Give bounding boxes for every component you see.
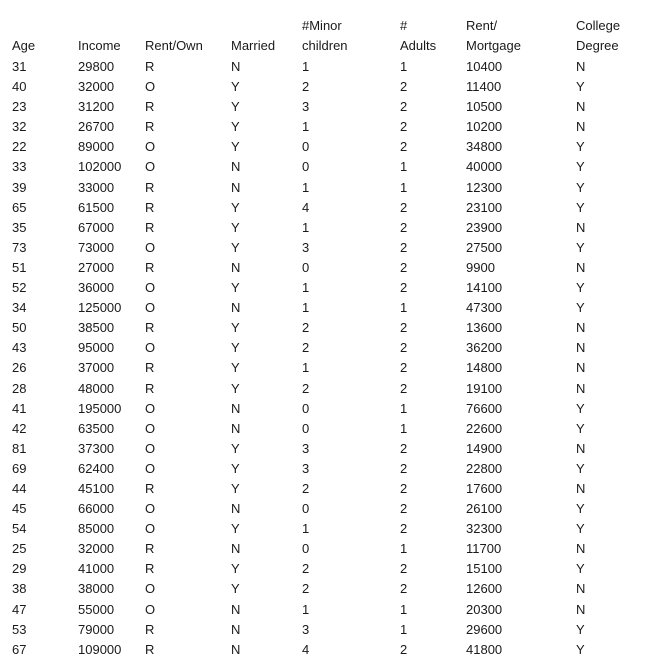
cell-married: Y — [231, 521, 240, 537]
cell-college-degree: Y — [576, 641, 585, 657]
cell-married: Y — [231, 380, 240, 396]
cell-rent-mortgage: 29600 — [466, 621, 503, 637]
cell-adults: 1 — [400, 400, 408, 416]
table-header — [0, 16, 671, 56]
table-row — [0, 258, 671, 278]
column-header-rent-own — [145, 16, 203, 56]
cell-college-degree: Y — [576, 621, 585, 637]
table-row — [0, 198, 671, 218]
cell-age: 65 — [12, 199, 27, 215]
table-row — [0, 379, 671, 399]
column-header-income — [78, 16, 121, 56]
cell-college-degree: N — [576, 360, 586, 376]
cell-adults: 2 — [400, 641, 408, 657]
cell-adults: 1 — [400, 300, 408, 316]
cell-minor-children: 4 — [302, 199, 310, 215]
cell-rent-mortgage: 10400 — [466, 59, 503, 74]
cell-married: Y — [231, 139, 240, 155]
cell-rent-own: O — [145, 280, 156, 296]
cell-age: 45 — [12, 501, 27, 517]
cell-income: 26700 — [78, 119, 115, 135]
cell-married: Y — [231, 280, 240, 296]
column-header-line1 — [145, 16, 203, 36]
cell-minor-children: 1 — [302, 119, 310, 135]
cell-married: Y — [231, 440, 240, 456]
cell-income: 33000 — [78, 179, 115, 195]
cell-college-degree: Y — [576, 460, 585, 476]
cell-age: 29 — [12, 561, 27, 577]
cell-married: Y — [231, 199, 240, 215]
cell-income: 48000 — [78, 380, 115, 396]
cell-college-degree: Y — [576, 239, 585, 255]
cell-age: 44 — [12, 480, 27, 496]
cell-minor-children: 2 — [302, 561, 310, 577]
cell-minor-children: 0 — [302, 139, 310, 155]
cell-college-degree: N — [576, 440, 586, 456]
cell-minor-children: 0 — [302, 259, 310, 275]
cell-minor-children: 0 — [302, 541, 310, 557]
cell-married: Y — [231, 119, 240, 135]
cell-income: 55000 — [78, 601, 115, 617]
cell-married: N — [231, 501, 241, 517]
cell-income: 41000 — [78, 561, 115, 577]
cell-rent-own: O — [145, 601, 156, 617]
cell-income: 102000 — [78, 159, 122, 175]
cell-minor-children: 1 — [302, 521, 310, 537]
cell-age: 42 — [12, 420, 27, 436]
cell-rent-own: R — [145, 259, 155, 275]
cell-adults: 2 — [400, 99, 408, 115]
cell-age: 26 — [12, 360, 27, 376]
cell-college-degree: Y — [576, 199, 585, 215]
cell-minor-children: 0 — [302, 400, 310, 416]
cell-minor-children: 1 — [302, 219, 310, 235]
cell-married: Y — [231, 219, 240, 235]
cell-married: N — [231, 621, 241, 637]
cell-rent-mortgage: 13600 — [466, 320, 503, 336]
cell-rent-own: R — [145, 480, 155, 496]
cell-adults: 2 — [400, 139, 408, 155]
cell-adults: 1 — [400, 59, 408, 74]
cell-age: 73 — [12, 239, 27, 255]
cell-minor-children: 1 — [302, 300, 310, 316]
cell-income: 73000 — [78, 239, 115, 255]
cell-minor-children: 3 — [302, 239, 310, 255]
cell-married: Y — [231, 320, 240, 336]
cell-married: Y — [231, 460, 240, 476]
cell-minor-children: 2 — [302, 380, 310, 396]
cell-age: 50 — [12, 320, 27, 336]
cell-college-degree: Y — [576, 79, 585, 95]
cell-rent-own: O — [145, 460, 156, 476]
cell-adults: 1 — [400, 621, 408, 637]
column-header-married — [231, 16, 275, 56]
cell-minor-children: 1 — [302, 360, 310, 376]
cell-adults: 2 — [400, 440, 408, 456]
table-row — [0, 399, 671, 419]
cell-college-degree: N — [576, 380, 586, 396]
column-header-minor-children — [302, 16, 348, 56]
cell-minor-children: 1 — [302, 59, 310, 74]
cell-adults: 2 — [400, 380, 408, 396]
cell-rent-own: O — [145, 440, 156, 456]
cell-income: 32000 — [78, 541, 115, 557]
table-row — [0, 97, 671, 117]
cell-married: Y — [231, 561, 240, 577]
cell-rent-mortgage: 14100 — [466, 280, 503, 296]
cell-rent-mortgage: 36200 — [466, 340, 503, 356]
cell-college-degree: N — [576, 581, 586, 597]
table-row — [0, 439, 671, 459]
column-header-rent-mortgage — [466, 16, 521, 56]
cell-adults: 2 — [400, 521, 408, 537]
table-row — [0, 358, 671, 378]
cell-age: 43 — [12, 340, 27, 356]
cell-rent-mortgage: 9900 — [466, 259, 495, 275]
cell-college-degree: Y — [576, 179, 585, 195]
cell-rent-own: R — [145, 199, 155, 215]
cell-adults: 2 — [400, 219, 408, 235]
cell-minor-children: 2 — [302, 79, 310, 95]
table-row — [0, 137, 671, 157]
cell-minor-children: 0 — [302, 501, 310, 517]
cell-adults: 2 — [400, 360, 408, 376]
table-row — [0, 117, 671, 137]
table-row — [0, 57, 671, 77]
table-row — [0, 238, 671, 258]
cell-adults: 1 — [400, 179, 408, 195]
table-row — [0, 499, 671, 519]
cell-married: N — [231, 400, 241, 416]
cell-rent-mortgage: 12600 — [466, 581, 503, 597]
cell-age: 34 — [12, 300, 27, 316]
cell-age: 52 — [12, 280, 27, 296]
cell-income: 89000 — [78, 139, 115, 155]
table-row — [0, 318, 671, 338]
cell-age: 32 — [12, 119, 27, 135]
cell-age: 53 — [12, 621, 27, 637]
cell-rent-own: O — [145, 300, 156, 316]
cell-adults: 2 — [400, 199, 408, 215]
cell-rent-own: R — [145, 621, 155, 637]
cell-adults: 2 — [400, 581, 408, 597]
table-row — [0, 640, 671, 660]
cell-minor-children: 0 — [302, 159, 310, 175]
column-header-line1: College — [576, 18, 621, 33]
cell-rent-mortgage: 23100 — [466, 199, 503, 215]
column-header-line2: Married — [231, 38, 276, 53]
cell-age: 33 — [12, 159, 27, 175]
cell-married: Y — [231, 581, 240, 597]
cell-rent-mortgage: 14900 — [466, 440, 503, 456]
cell-minor-children: 2 — [302, 480, 310, 496]
table-row — [0, 278, 671, 298]
cell-married: N — [231, 601, 241, 617]
table-row — [0, 218, 671, 238]
cell-adults: 2 — [400, 320, 408, 336]
cell-adults: 2 — [400, 119, 408, 135]
cell-minor-children: 3 — [302, 621, 310, 637]
cell-age: 54 — [12, 521, 27, 537]
cell-rent-own: R — [145, 119, 155, 135]
table-row — [0, 157, 671, 177]
cell-rent-mortgage: 14800 — [466, 360, 503, 376]
cell-income: 95000 — [78, 340, 115, 356]
cell-adults: 1 — [400, 541, 408, 557]
cell-married: N — [231, 420, 241, 436]
cell-income: 109000 — [78, 641, 122, 657]
cell-rent-own: O — [145, 340, 156, 356]
table-row — [0, 579, 671, 599]
cell-college-degree: N — [576, 99, 586, 115]
cell-minor-children: 0 — [302, 420, 310, 436]
cell-rent-own: R — [145, 641, 155, 657]
column-header-line1 — [231, 16, 275, 36]
cell-rent-own: O — [145, 79, 156, 95]
cell-college-degree: N — [576, 340, 586, 356]
cell-college-degree: Y — [576, 420, 585, 436]
cell-income: 38000 — [78, 581, 115, 597]
cell-rent-own: O — [145, 501, 156, 517]
cell-age: 40 — [12, 79, 27, 95]
cell-income: 36000 — [78, 280, 115, 296]
cell-minor-children: 1 — [302, 280, 310, 296]
cell-married: N — [231, 59, 241, 74]
cell-college-degree: Y — [576, 300, 585, 316]
column-header-line2: Rent/Own — [145, 38, 203, 53]
cell-college-degree: N — [576, 219, 586, 235]
column-header-line1: Rent/ — [466, 18, 498, 33]
cell-rent-own: O — [145, 521, 156, 537]
cell-rent-mortgage: 15100 — [466, 561, 503, 577]
column-header-college-degree — [576, 16, 620, 56]
cell-rent-own: O — [145, 581, 156, 597]
cell-adults: 2 — [400, 239, 408, 255]
cell-income: 67000 — [78, 219, 115, 235]
cell-rent-own: O — [145, 400, 156, 416]
column-header-age — [12, 16, 35, 56]
cell-married: Y — [231, 340, 240, 356]
table-body — [0, 57, 671, 660]
cell-rent-mortgage: 10500 — [466, 99, 503, 115]
cell-minor-children: 2 — [302, 340, 310, 356]
cell-rent-own: O — [145, 420, 156, 436]
table-row — [0, 479, 671, 499]
cell-minor-children: 1 — [302, 179, 310, 195]
cell-college-degree: N — [576, 259, 586, 275]
cell-college-degree: N — [576, 320, 586, 336]
cell-income: 125000 — [78, 300, 122, 316]
cell-rent-own: R — [145, 179, 155, 195]
cell-income: 63500 — [78, 420, 115, 436]
cell-married: Y — [231, 480, 240, 496]
cell-college-degree: N — [576, 541, 586, 557]
cell-age: 38 — [12, 581, 27, 597]
cell-rent-own: O — [145, 239, 156, 255]
cell-rent-own: O — [145, 139, 156, 155]
cell-adults: 2 — [400, 280, 408, 296]
cell-adults: 2 — [400, 501, 408, 517]
cell-married: N — [231, 641, 241, 657]
cell-college-degree: Y — [576, 139, 585, 155]
cell-adults: 2 — [400, 340, 408, 356]
cell-income: 31200 — [78, 99, 115, 115]
cell-college-degree: N — [576, 59, 586, 74]
cell-rent-mortgage: 17600 — [466, 480, 503, 496]
cell-rent-mortgage: 41800 — [466, 641, 503, 657]
cell-rent-mortgage: 76600 — [466, 400, 503, 416]
cell-income: 45100 — [78, 480, 115, 496]
cell-age: 35 — [12, 219, 27, 235]
cell-adults: 1 — [400, 601, 408, 617]
cell-rent-own: R — [145, 219, 155, 235]
cell-rent-mortgage: 12300 — [466, 179, 503, 195]
cell-rent-own: R — [145, 320, 155, 336]
cell-rent-mortgage: 22600 — [466, 420, 503, 436]
cell-income: 38500 — [78, 320, 115, 336]
cell-college-degree: N — [576, 601, 586, 617]
table-row — [0, 519, 671, 539]
cell-age: 81 — [12, 440, 27, 456]
table-row — [0, 600, 671, 620]
cell-college-degree: Y — [576, 400, 585, 416]
cell-married: Y — [231, 360, 240, 376]
cell-rent-mortgage: 26100 — [466, 501, 503, 517]
cell-rent-mortgage: 34800 — [466, 139, 503, 155]
cell-married: Y — [231, 239, 240, 255]
cell-minor-children: 3 — [302, 99, 310, 115]
column-header-line2: Degree — [576, 38, 619, 53]
column-header-line1 — [78, 16, 121, 36]
cell-rent-own: R — [145, 541, 155, 557]
cell-income: 62400 — [78, 460, 115, 476]
cell-college-degree: N — [576, 119, 586, 135]
cell-adults: 2 — [400, 259, 408, 275]
cell-adults: 1 — [400, 159, 408, 175]
cell-minor-children: 2 — [302, 320, 310, 336]
cell-age: 67 — [12, 641, 27, 657]
cell-married: Y — [231, 79, 240, 95]
cell-college-degree: Y — [576, 561, 585, 577]
table-row — [0, 178, 671, 198]
cell-college-degree: Y — [576, 501, 585, 517]
cell-rent-own: R — [145, 99, 155, 115]
cell-rent-mortgage: 20300 — [466, 601, 503, 617]
cell-age: 41 — [12, 400, 27, 416]
cell-age: 31 — [12, 59, 27, 74]
cell-age: 28 — [12, 380, 27, 396]
cell-married: N — [231, 179, 241, 195]
cell-college-degree: Y — [576, 521, 585, 537]
cell-minor-children: 3 — [302, 460, 310, 476]
cell-adults: 2 — [400, 480, 408, 496]
cell-rent-mortgage: 32300 — [466, 521, 503, 537]
cell-rent-mortgage: 47300 — [466, 300, 503, 316]
cell-income: 37000 — [78, 360, 115, 376]
column-header-line2: Mortgage — [466, 38, 521, 53]
cell-income: 85000 — [78, 521, 115, 537]
cell-married: N — [231, 259, 241, 275]
table-row — [0, 620, 671, 640]
cell-married: N — [231, 159, 241, 175]
column-header-line2: Income — [78, 38, 121, 53]
cell-rent-mortgage: 23900 — [466, 219, 503, 235]
table-row — [0, 338, 671, 358]
cell-rent-own: R — [145, 561, 155, 577]
cell-college-degree: N — [576, 480, 586, 496]
cell-college-degree: Y — [576, 280, 585, 296]
cell-age: 47 — [12, 601, 27, 617]
cell-adults: 2 — [400, 460, 408, 476]
table-row — [0, 459, 671, 479]
cell-adults: 1 — [400, 420, 408, 436]
cell-rent-mortgage: 27500 — [466, 239, 503, 255]
cell-minor-children: 2 — [302, 581, 310, 597]
cell-age: 69 — [12, 460, 27, 476]
cell-income: 66000 — [78, 501, 115, 517]
table-row — [0, 77, 671, 97]
cell-age: 51 — [12, 259, 27, 275]
cell-age: 22 — [12, 139, 27, 155]
column-header-line2: Age — [12, 38, 36, 53]
cell-rent-own: R — [145, 360, 155, 376]
column-header-adults — [400, 16, 436, 56]
cell-age: 25 — [12, 541, 27, 557]
cell-married: N — [231, 300, 241, 316]
column-header-line2: children — [302, 38, 348, 53]
column-header-line1: #Minor — [302, 18, 342, 33]
cell-married: N — [231, 541, 241, 557]
cell-adults: 2 — [400, 561, 408, 577]
cell-rent-mortgage: 22800 — [466, 460, 503, 476]
table-row — [0, 298, 671, 318]
table-row — [0, 559, 671, 579]
cell-college-degree: Y — [576, 159, 585, 175]
cell-rent-own: R — [145, 59, 155, 74]
column-header-line1 — [12, 16, 35, 36]
table-row — [0, 539, 671, 559]
cell-married: Y — [231, 99, 240, 115]
cell-income: 61500 — [78, 199, 115, 215]
cell-rent-mortgage: 11700 — [466, 541, 502, 557]
cell-minor-children: 4 — [302, 641, 310, 657]
cell-rent-mortgage: 40000 — [466, 159, 503, 175]
column-header-line2: Adults — [400, 38, 437, 53]
cell-age: 23 — [12, 99, 27, 115]
cell-minor-children: 1 — [302, 601, 310, 617]
cell-income: 29800 — [78, 59, 115, 74]
cell-age: 39 — [12, 179, 27, 195]
cell-income: 79000 — [78, 621, 115, 637]
cell-rent-mortgage: 10200 — [466, 119, 503, 135]
table-row — [0, 419, 671, 439]
cell-income: 32000 — [78, 79, 115, 95]
cell-rent-mortgage: 19100 — [466, 380, 503, 396]
cell-income: 37300 — [78, 440, 115, 456]
cell-minor-children: 3 — [302, 440, 310, 456]
cell-rent-mortgage: 11400 — [466, 79, 502, 95]
cell-rent-own: R — [145, 380, 155, 396]
cell-adults: 2 — [400, 79, 408, 95]
cell-rent-own: O — [145, 159, 156, 175]
column-header-line1: # — [400, 18, 408, 33]
cell-income: 27000 — [78, 259, 115, 275]
cell-income: 195000 — [78, 400, 122, 416]
